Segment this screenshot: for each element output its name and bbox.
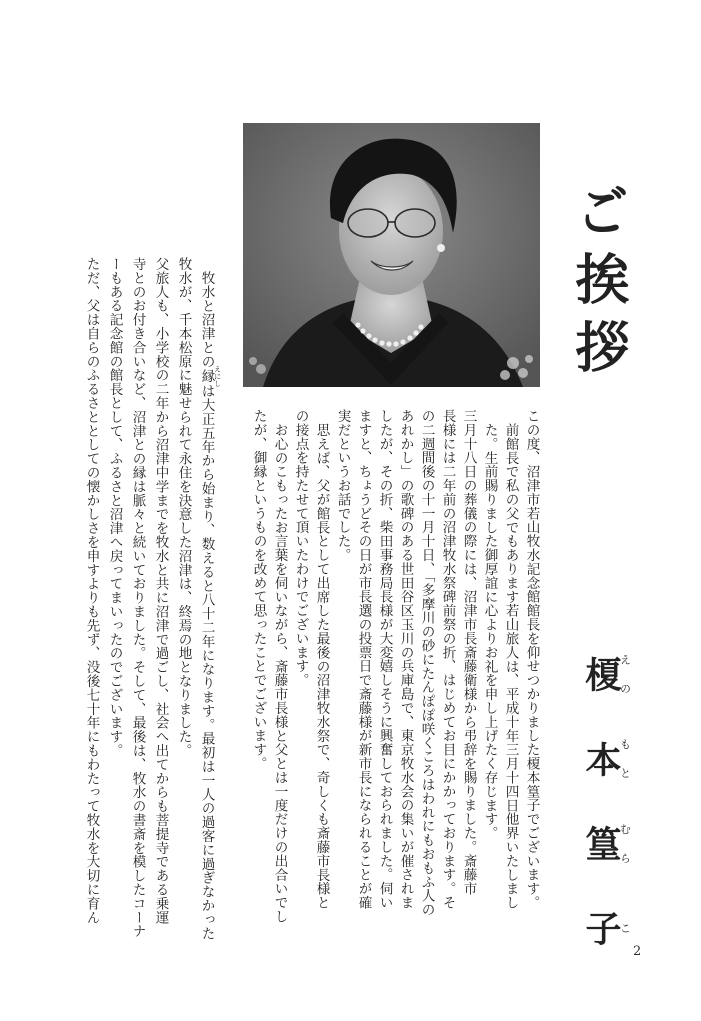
text-column: たが、御縁というものを改めて思ったことでございます。 — [250, 409, 267, 771]
text-column: したが、その折、柴田事務局長様が大変嬉しそうに興奮しておられました。伺い — [376, 409, 393, 910]
page-title: ご挨拶 — [567, 183, 631, 387]
text-column: 思えば、父が館長として出席した最後の沼津牧水祭で、奇しくも斎藤市長様と — [313, 423, 330, 910]
ruby-enishi: 縁 えにし — [198, 365, 222, 388]
portrait-image — [243, 123, 540, 387]
author-name — [580, 654, 632, 964]
text-column: あれかし」の歌碑のある世田谷区玉川の兵庫島で、東京牧水会の集いが催されま — [397, 409, 414, 910]
text-column: 父旅人も、小学校の二年から沼津中学までを牧水と共に沼津で過ごし、社会へ出てからも菩提寺である乗運 — [152, 257, 169, 925]
author-char-3: 篁むら — [580, 823, 632, 882]
text-column: の接点を持たせて頂いたわけでございます。 — [292, 409, 309, 687]
text-column: お心のこもったお言葉を伺いながら、斎藤市長様と父とは一度だけの出合いでし — [271, 423, 288, 924]
text-column: 実だというお話でした。 — [334, 409, 351, 562]
text-column: 三月十八日の葬儀の際には、沼津市長斎藤衛様から弔辞を賜りました。斎藤市 — [460, 409, 477, 896]
text-column: た。生前賜りました御厚誼に心よりお礼を申し上げたく存じます。 — [481, 423, 498, 840]
text-column: 長様には二年前の沼津牧水祭碑前祭の折、はじめてお目にかかっております。そ — [439, 409, 456, 910]
text-column: ーもある記念館の館長として、ふるさと沼津へ戻ってまいったのでございます。 — [106, 257, 123, 758]
portrait-photo — [243, 123, 540, 387]
author-char-2: 本もと — [580, 738, 632, 797]
text-column: の二週間後の十一月十日、「多摩川の砂にたんぽぽ咲くころはわれにもおもふ人の — [418, 409, 435, 917]
text-column: 牧水と沼津との縁 えにしは大正五年から始まり、数えると八十二年になります。最初は一人の過客に過ぎなかった — [198, 271, 222, 941]
text-column: この度、沼津市若山牧水記念館館長を仰せつかりました榎本篁子でございます。 — [523, 409, 540, 910]
text-column: 寺とのお付き合いなど、沼津との縁は脈々と続いておりました。そして、最後は、牧水の書斎を模したコーナ — [129, 257, 146, 939]
text-column: 牧水が、千本松原に魅せられて永住を決意した沼津は、終焉の地となりました。 — [175, 257, 192, 758]
text-column: ますと、ちょうどその日が市長選の投票日で斎藤様が新市長になられることが確 — [355, 409, 372, 910]
text-column: ただ、父は自らのふるさととしての懐かしさを申すよりも先ず、没後七十年にもわたって牧水を大切に育ん — [83, 257, 100, 925]
text-column: 前館長で私の父でもあります若山旅人は、平成十年三月十四日他界いたしまし — [502, 423, 519, 910]
author-char-4: 子こ — [580, 909, 632, 964]
page-number: 2 — [633, 944, 642, 959]
author-char-1: 榎えの — [580, 654, 632, 712]
